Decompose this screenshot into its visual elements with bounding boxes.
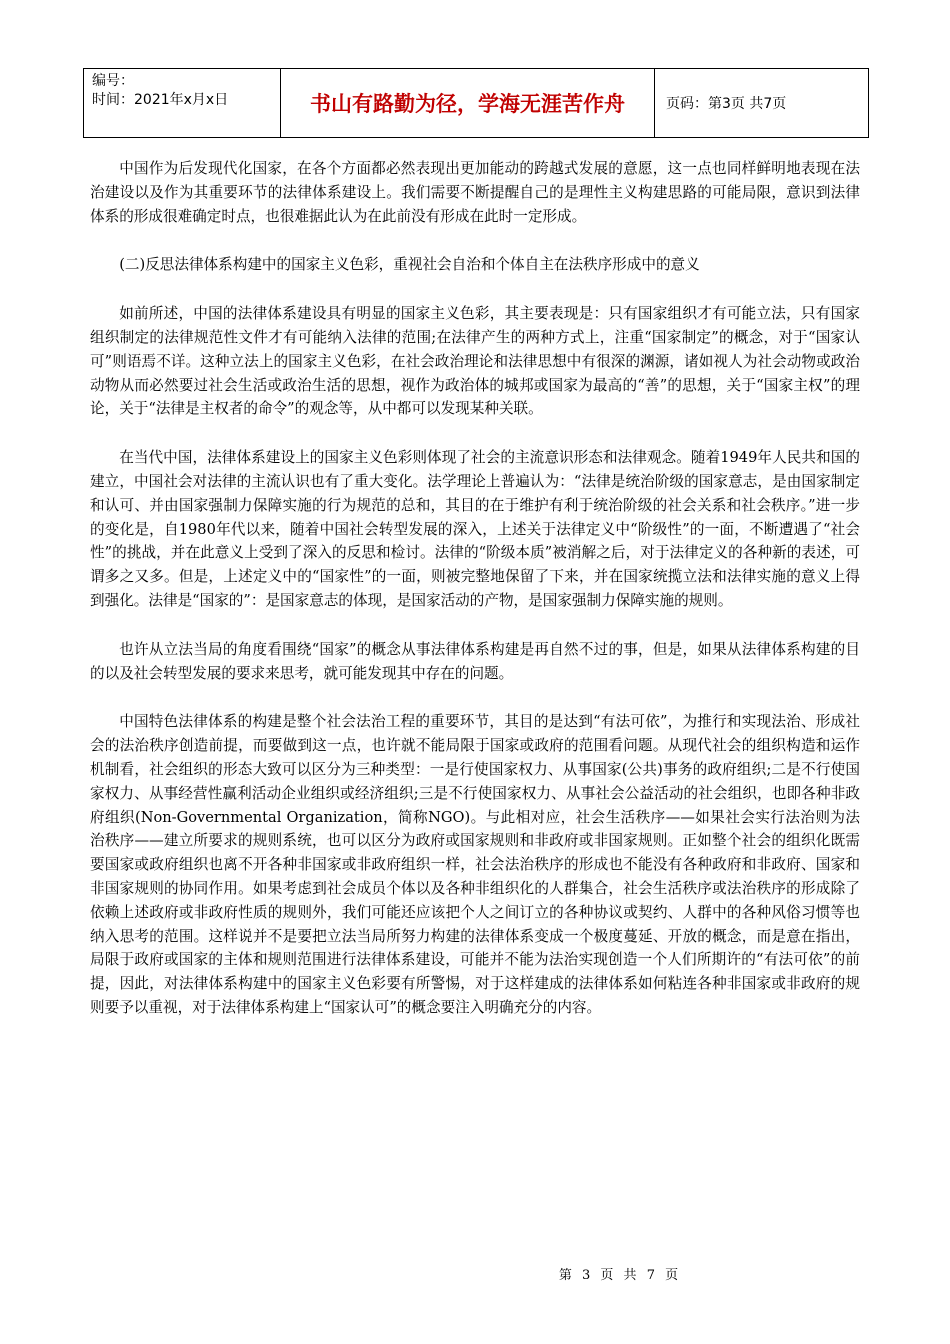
paragraph: 中国作为后发现代化国家，在各个方面都必然表现出更加能动的跨越式发展的意愿，这一点也同样鲜明地表现在法治建设以及作为其重要环节的法律体系建设上。我们需要不断提醒自己的是理性主义构建思路的可能局限，意识到法律体系的形成很难确定时点，也很难据此认为在此前没有形成在此时一定形成。 [90,160,860,225]
document-body [90,157,860,1045]
header-page-info: 页码：第3页 共7页 [666,96,787,112]
page-header [83,68,869,138]
date-label: 时间：2021年x月x日 [92,92,229,108]
header-meta [84,69,281,137]
section-heading: (二)反思法律体系构建中的国家主义色彩，重视社会自治和个体自主在法秩序形成中的意义 [119,256,700,274]
page-footer: 第 3 页 共 7 页 [558,1268,682,1283]
paragraph: 中国特色法律体系的构建是整个社会法治工程的重要环节，其目的是达到“有法可依”，为推行和实现法治、形成社会的法治秩序创造前提，而要做到这一点，也许就不能局限于国家或政府的范围看问题。从现代社会的组织构造和运作机制看，社会组织的形态大致可以区分为三种类型：一是行使国家权力、从事国家(公共)事务的政府组织;二是不行使国家权力、从事经营性赢利活动企业组织或经济组织;三是不行使国家权力、从事社会公益活动的社会组织，也即各种非政府组织(Non-Governmental Organization，简称NGO)。与此相对应，社会生活秩序——如果社会实行法治则为法治秩序——建立所要求的规则系统，也可以区分为政府或国家规则和非政府或非国家规则。正如整个社会的组织化既需要国家或政府组织也离不开各种非国家或非政府组织一样，社会法治秩序的形成也不能没有各种政府和非政府、国家和非国家规则的协同作用。如果考虑到社会成员个体以及各种非组织化的人群集合，社会生活秩序或法治秩序的形成除了依赖上述政府或非政府性质的规则外，我们可能还应该把个人之间订立的各种协议或契约、人群中的各种风俗习惯等也纳入思考的范围。这样说并不是要把立法当局所努力构建的法律体系变成一个极度蔓延、开放的概念，而是意在指出，局限于政府或国家的主体和规则范围进行法律体系建设，可能并不能为法治实现创造一个人们所期许的“有法可依”的前提，因此，对法律体系构建中的国家主义色彩要有所警惕，对于这样建成的法律体系如何粘连各种非国家或非政府的规则要予以重视，对于法律体系构建上“国家认可”的概念要注入明确充分的内容。 [90,713,860,1016]
paragraph: 如前所述，中国的法律体系建设具有明显的国家主义色彩，其主要表现是：只有国家组织才有可能立法，只有国家组织制定的法律规范性文件才有可能纳入法律的范围;在法律产生的两种方式上，注重“国家制定”的概念，对于“国家认可”则语焉不详。这种立法上的国家主义色彩，在社会政治理论和法律思想中有很深的渊源，诸如视人为社会动物或政治动物从而必然要过社会生活或政治生活的思想，视作为政治体的城邦或国家为最高的“善”的思想，关于“国家主权”的理论，关于“法律是主权者的命令”的观念等，从中都可以发现某种关联。 [90,305,860,418]
number-label: 编号： [92,73,134,89]
paragraph: 也许从立法当局的角度看围绕“国家”的概念从事法律体系构建是再自然不过的事，但是，如果从法律体系构建的目的以及社会转型发展的要求来思考，就可能发现其中存在的问题。 [90,640,860,682]
header-motto: 书山有路勤为径，学海无涯苦作舟 [281,69,655,137]
paragraph: 在当代中国，法律体系建设上的国家主义色彩则体现了社会的主流意识形态和法律观念。随着1949年人民共和国的建立，中国社会对法律的主流认识也有了重大变化。法学理论上普遍认为：“法律是统治阶级的国家意志，是由国家制定和认可、并由国家强制力保障实施的行为规范的总和，其目的在于维护有利于统治阶级的社会关系和社会秩序。”进一步的变化是，自1980年代以来，随着中国社会转型发展的深入，上述关于法律定义中“阶级性”的一面，不断遭遇了“社会性”的挑战，并在此意义上受到了深入的反思和检讨。法律的“阶级本质”被消解之后，对于法律定义的各种新的表述，可谓多之又多。但是，上述定义中的“国家性”的一面，则被完整地保留了下来，并在国家统揽立法和法律实施的意义上得到强化。法律是“国家的”：是国家意志的体现，是国家活动的产物，是国家强制力保障实施的规则。 [90,449,860,609]
